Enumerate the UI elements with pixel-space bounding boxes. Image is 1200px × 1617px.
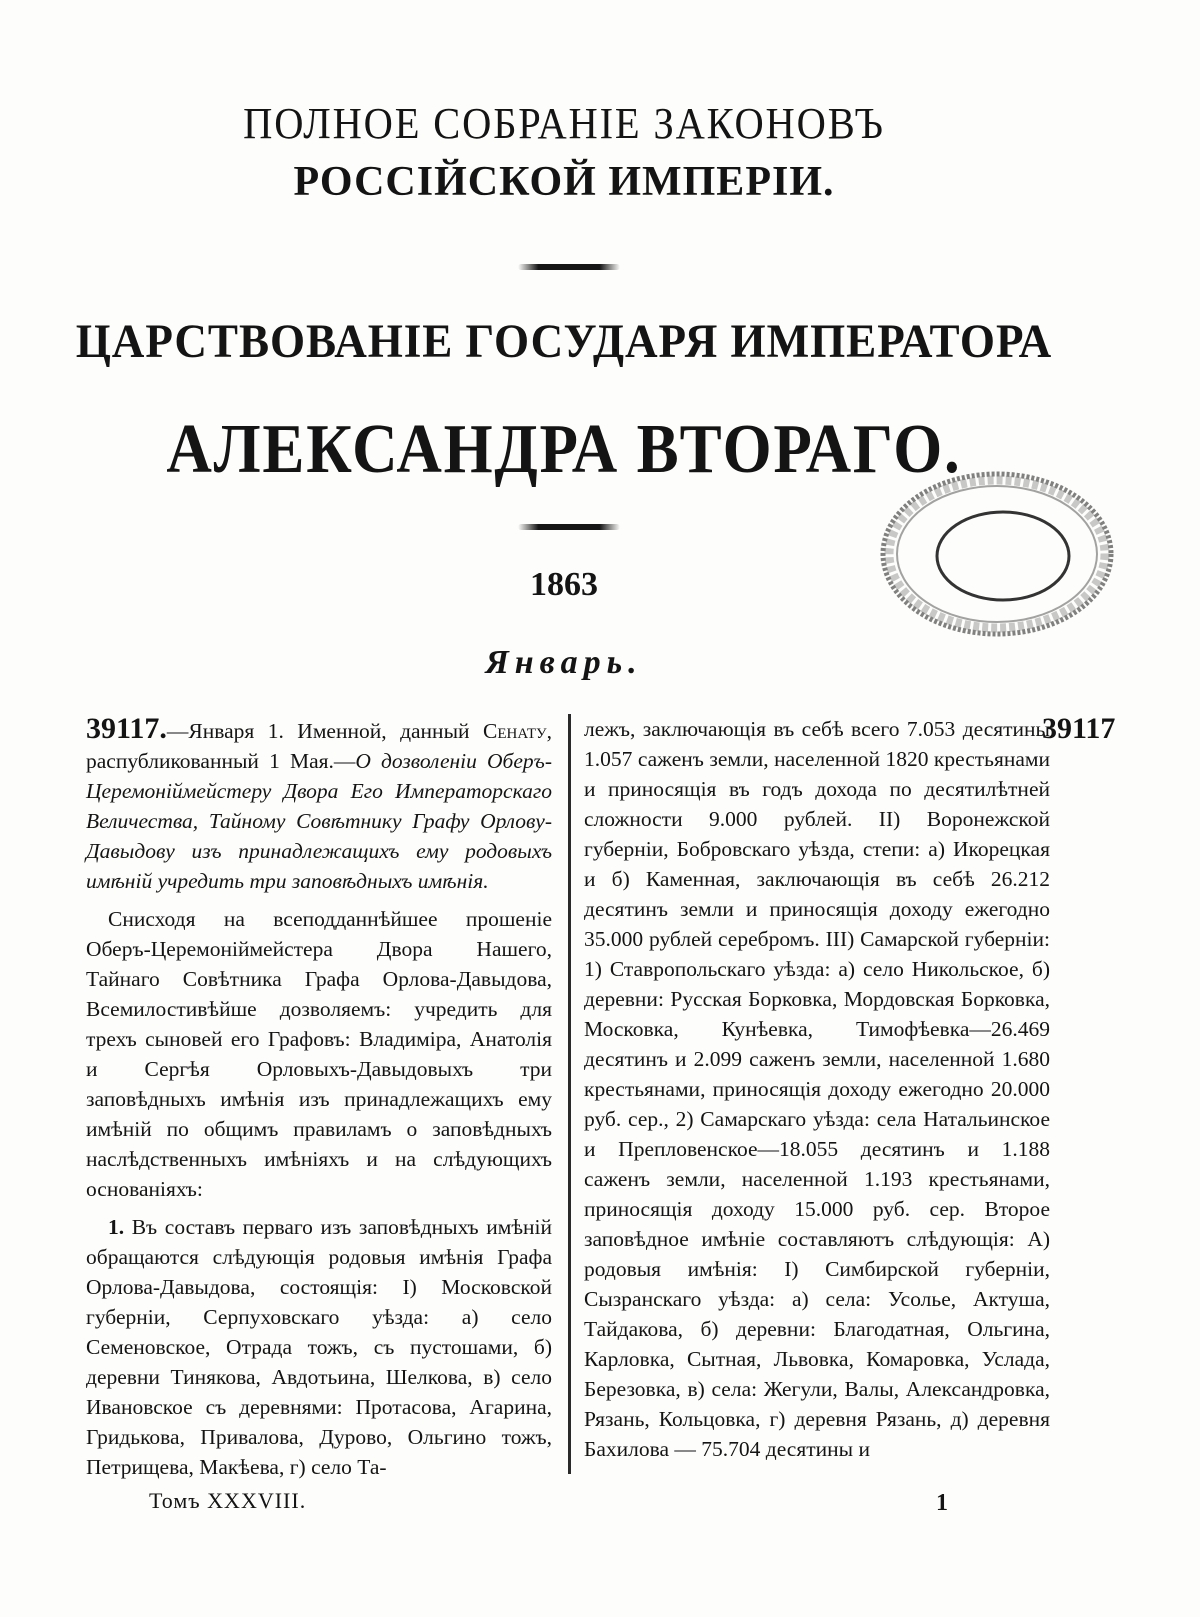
article-number: 39117. [86,712,167,745]
margin-article-number: 39117 [1042,712,1116,745]
month-heading: Январь. [485,644,643,681]
paragraph-first-estate [86,1212,552,1482]
senate-word: Сенату [482,719,547,743]
page-number: 1 [936,1490,948,1516]
emperor-name: АЛЕКСАНДРА ВТОРАГО. [166,411,962,488]
column-divider [568,714,571,1474]
clause-text: Въ составъ перваго изъ заповѣдныхъ имѣній обращаются слѣдующія родовыя имѣнія Графа Орлова-Давыдова, состоящія: I) Московской губерніи, Серпуховскаго уѣзда: а) село Семеновское, Отрада тожъ, съ пустошами, б) деревни Тинякова, Авдотьина, Шелкова, в) село Ивановское съ деревнями: Протасова, Агарина, Гридькова, Привалова, Дурово, Ольгино тожъ, Петрищева, Макѣева, г) село Та- [86,1215,552,1479]
paragraph-intro: Снисходя на всеподданнѣйшее прошеніе Оберъ-Церемоніймейстера Двора Нашего, Тайнаго Совѣтника Графа Орлова-Давыдова, Всемилостивѣйше дозволяемъ: учредить для трехъ сыновей его Графовъ: Владиміра, Анатолія и Сергѣя Орловыхъ-Давыдовыхъ три заповѣдныхъ имѣнія изъ принадлежащихъ ему имѣній по общимъ правиламъ о заповѣдныхъ наслѣдственныхъ имѣніяхъ и на слѣдующихъ основаніяхъ: [86,907,552,1201]
library-stamp [878,468,1116,640]
clause-number: 1. [108,1215,125,1239]
reign-title: ЦАРСТВОВАНІЕ ГОСУДАРЯ ИМПЕРАТОРА [75,315,1053,368]
ornamental-rule-bottom [518,524,620,530]
right-column-text: лежъ, заключающія въ себѣ всего 7.053 десятины 1.057 саженъ земли, населенной 1820 крестьянами и приносящія въ годъ дохода по десятилѣтней сложности 9.000 рублей. II) Воронежской губерніи, Бобровскаго уѣзда, степи: а) Икорецкая и б) Каменная, заключающія въ себѣ 26.212 десятинъ земли и приносящія доходу ежегодно 35.000 рублей серебромъ. III) Самарской губерніи: 1) Ставропольскаго уѣзда: а) село Никольское, б) деревни: Русская Борковка, Мордовская Борковка, Московка, Кунѣевка, Тимофѣевка—26.469 десятинъ и 2.099 саженъ земли, населенной 1.680 крестьянами, приносящія доходу ежегодно 20.000 руб. сер., 2) Самарскаго уѣзда: села Натальинское и Преплoвенское—18.055 десятинъ и 1.188 саженъ земли, населенной 1.193 крестьянами, приносящія доходу 15.000 руб. сер. Второе заповѣдное имѣніе составляютъ слѣдующія: А) родовыя имѣнія: I) Симбирской губерніи, Сызранскаго уѣзда: а) села: Усолье, Актуша, Тайдакова, б) деревни: Благодатная, Ольгина, Карловка, Сытная, Львовка, Комаровка, Услада, Березовка, в) села: Жегули, Валы, Александровка, Рязань, Кольцовка, г) деревня Рязань, д) деревня Бахилова — 75.704 десятины и [584,717,1050,1461]
year-heading: 1863 [530,566,598,603]
right-column [584,714,1050,1464]
stamp-icon [878,468,1116,640]
article-summary: О дозволеніи Оберъ-Церемоніймейстеру Двора Его Императорскаго Величества, Тайному Совѣтнику Графу Орлову-Давыдову изъ принадлежащихъ ему родовыхъ имѣній учредить три заповѣдныхъ имѣнія. [86,749,552,893]
article-date: —Января 1. Именной, данный [166,719,483,743]
left-column [86,714,552,1482]
article-heading [86,714,552,896]
publication-note: , распубликованный 1 Мая.— [86,719,552,773]
empire-title: РОССІЙСКОЙ ИМПЕРІИ. [293,159,835,205]
ornamental-rule-top [518,264,620,270]
collection-title: ПОЛНОЕ СОБРАНІЕ ЗАКОНОВЪ [243,99,885,148]
volume-label: Томъ XXXVIII. [149,1488,307,1513]
